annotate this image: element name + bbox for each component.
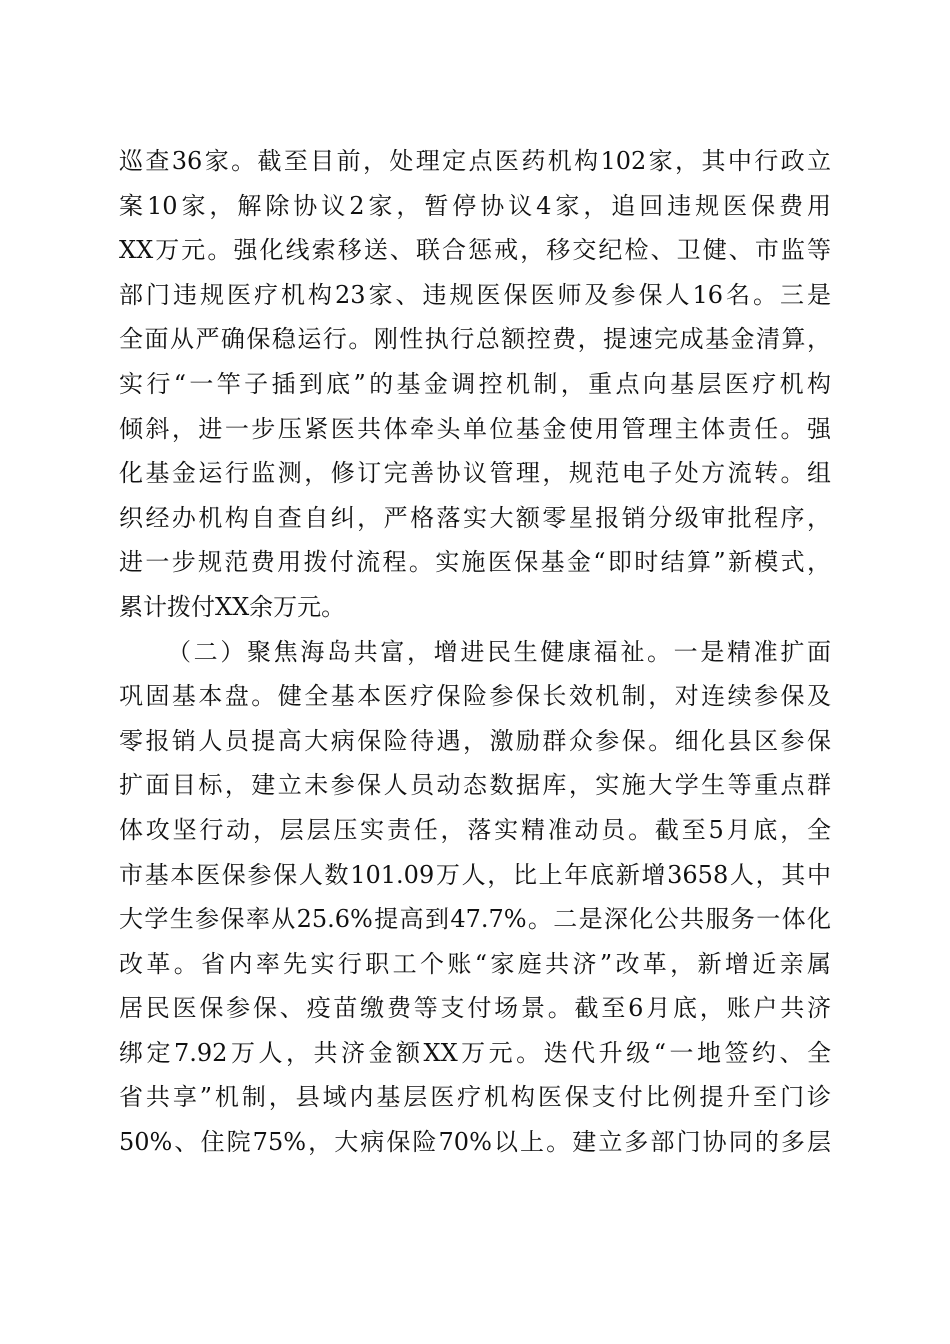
text-line: 巩固基本盘。健全基本医疗保险参保长效机制，对连续参保及 — [119, 682, 831, 711]
text-line: 累计拨付XX余万元。 — [119, 592, 346, 621]
text-line: 居民医保参保、疫苗缴费等支付场景。截至6月底，账户共济 — [119, 994, 831, 1023]
paragraph-fund-supervision — [119, 139, 831, 630]
text-line: 绑定7.92万人，共济金额XX万元。迭代升级“一地签约、全 — [119, 1038, 831, 1067]
text-line: 织经办机构自查自纠，严格落实大额零星报销分级审批程序， — [119, 503, 831, 532]
text-line: 扩面目标，建立未参保人员动态数据库，实施大学生等重点群 — [119, 771, 831, 800]
section-heading-line: （二）聚焦海岛共富，增进民生健康福祉。一是精准扩面 — [167, 637, 831, 666]
text-line: 全面从严确保稳运行。刚性执行总额控费，提速完成基金清算， — [119, 325, 831, 354]
text-line: 零报销人员提高大病保险待遇，激励群众参保。细化县区参保 — [119, 726, 831, 755]
document-body — [119, 139, 831, 1165]
text-line: 倾斜，进一步压紧医共体牵头单位基金使用管理主体责任。强 — [119, 414, 831, 443]
text-line: 改革。省内率先实行职工个账“家庭共济”改革，新增近亲属 — [119, 949, 831, 978]
text-line: 大学生参保率从25.6%提高到47.7%。二是深化公共服务一体化 — [119, 905, 831, 934]
text-line: 市基本医保参保人数101.09万人，比上年底新增3658人，其中 — [119, 860, 831, 889]
text-line: 部门违规医疗机构23家、违规医保医师及参保人16名。三是 — [119, 280, 831, 309]
text-line: XX万元。强化线索移送、联合惩戒，移交纪检、卫健、市监等 — [119, 236, 831, 265]
text-line: 省共享”机制，县域内基层医疗机构医保支付比例提升至门诊 — [119, 1083, 831, 1112]
paragraph-common-prosperity — [119, 630, 831, 1165]
text-line: 实行“一竿子插到底”的基金调控机制，重点向基层医疗机构 — [119, 369, 831, 398]
text-line: 巡查36家。截至目前，处理定点医药机构102家，其中行政立 — [119, 147, 831, 175]
text-line: 化基金运行监测，修订完善协议管理，规范电子处方流转。组 — [119, 459, 831, 488]
text-line: 进一步规范费用拨付流程。实施医保基金“即时结算”新模式， — [119, 548, 831, 577]
text-line: 案10家，解除协议2家，暂停协议4家，追回违规医保费用 — [119, 191, 831, 220]
text-line: 体攻坚行动，层层压实责任，落实精准动员。截至5月底，全 — [119, 815, 831, 844]
text-line: 50%、住院75%，大病保险70%以上。建立多部门协同的多层 — [119, 1128, 831, 1157]
